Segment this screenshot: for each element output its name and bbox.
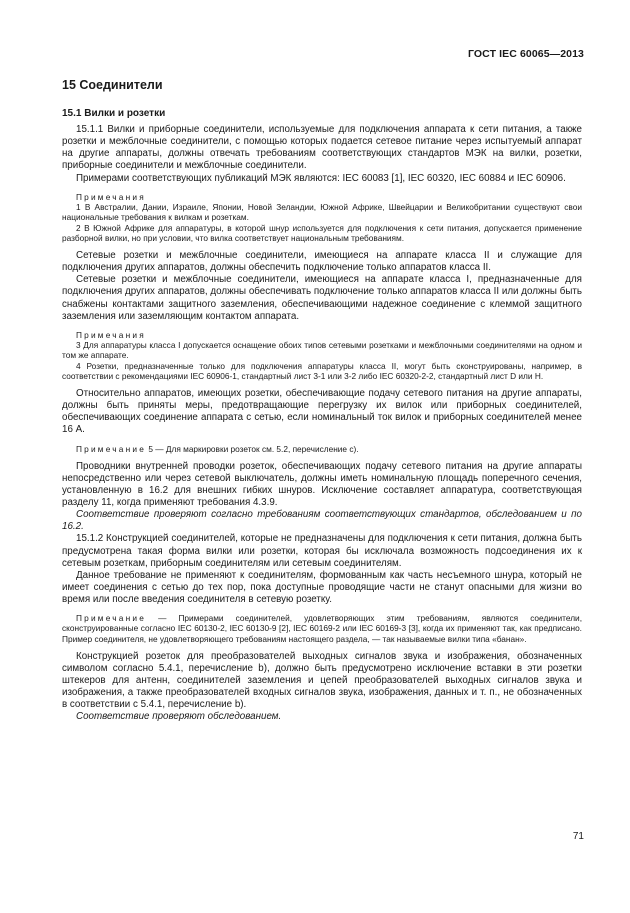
spacer	[62, 185, 582, 192]
paragraph-transducer-sockets: Конструкцией розеток для преобразователей выходных сигналов звука и изображения, обозначенных символом согласно 5.4.1, перечисление b), должно быть предусмотрено исключение вставки в эти розетки штекеров для антенн, соединителей заземления и цепей преобразователей выходных сигналов звука и изображения, а также преобразователей входных сигналов звука, изображения, данных и т. п., не обозначенных в соответствии с 5.4.1, перечисление b).	[62, 650, 582, 711]
page-number: 71	[572, 831, 584, 842]
spacer	[62, 437, 582, 444]
note-2: 2 В Южной Африке для аппаратуры, в которой шнур используется для подключения к сети питания, допускается применение разборной вилки, но при условии, что вилка соответствует национальным требованиям.	[62, 222, 582, 243]
paragraph-15-1-2: 15.1.2 Конструкцией соединителей, которые не предназначены для подключения к сети питания, должна быть предусмотрена такая форма вилки или розетки, которая бы исключала возможность подсоединения их к сетевым розеткам, приборным соединителям или сетевым соединителям.	[62, 533, 582, 569]
paragraph-internal-wiring: Проводники внутренней проводки розеток, обеспечивающих подачу сетевого питания на другие аппараты непосредственно или через сетевой выключатель, должны иметь номинальную площадь поперечного сечения, установленную в 16.2 для внешних гибких шнуров. Исключение составляет аппаратура, соответствующая разделу 11, когда применяют требования 4.3.9.	[62, 460, 582, 509]
note-5-text: 5 — Для маркировки розеток см. 5.2, перечисление с).	[146, 443, 359, 454]
paragraph-class-ii-outlets: Сетевые розетки и межблочные соединители, имеющиеся на аппарате класса II и служащие для подключения других аппаратов, должны обеспечить подключение только аппаратов класса II.	[62, 250, 582, 274]
paragraph-class-i-outlets: Сетевые розетки и межблочные соединители, имеющиеся на аппарате класса I, предназначенные для подключения других аппаратов, должны обеспечивать подключение только аппаратов класса II или должны быть снабжены контактами защитного заземления, обеспечивающими надежное соединение с клеммой защитного заземления или заземляющим контактом аппарата.	[62, 274, 582, 322]
note-5	[62, 444, 582, 454]
note-6-text: — Примерами соединителей, удовлетворяющих этим требованиям, являются соединители, сконструированные согласно IEC 60130-2, IEC 60130-9 [2], IEC 60169-2 или IEC 60169-3 [3], когда их применяют так, как предписано. Пример соединителя, не удовлетворяющего требованиям настоящего раздела, — так называемые вилки типа «банан».	[62, 612, 582, 644]
note-4: 4 Розетки, предназначенные только для подключения аппаратуры класса II, могут быть сконструированы, например, в соответствии с рекомендациями IEC 60906-1, стандартный лист 3-1 или 3-2 либо IEC 60320-2-2, стандартный лист D или H.	[62, 360, 582, 381]
document-code-header: ГОСТ IEC 60065—2013	[467, 48, 584, 60]
compliance-check-2: Соответствие проверяют обследованием.	[76, 711, 282, 723]
note-6	[62, 613, 582, 644]
note-3: 3 Для аппаратуры класса I допускается оснащение обоих типов сетевыми розетками и межблочными соединителями на одном и том же аппарате.	[62, 340, 582, 361]
note-6-label: Примечание	[76, 612, 147, 623]
note-1: 1 В Австралии, Дании, Израиле, Японии, Новой Зеландии, Южной Африке, Швейцарии и Великобритании существуют свои национальные требования к вилкам и розеткам.	[62, 201, 582, 223]
spacer	[62, 454, 582, 461]
notes-heading-2: Примечания	[76, 329, 146, 340]
paragraph-15-1-1: 15.1.1 Вилки и приборные соединители, используемые для подключения аппарата к сети питания, а также розетки и межблочные соединители, с помощью которых подается сетевое питание через испытуемый аппарат на другие аппараты, должны отвечать требованиям соответствующих стандартов МЭК на вилки, розетки, приборные соединители и межблочные соединители.	[62, 124, 582, 172]
paragraph-overload-protection: Относительно аппаратов, имеющих розетки, обеспечивающие подачу сетевого питания на другие аппараты, должны быть приняты меры, предотвращающие перегрузку их вилок или приборных соединителей, обеспечивающих соединение аппарата с сетью, если номинальный ток вилок и приборных соединителей менее 16 А.	[62, 388, 582, 436]
spacer	[62, 606, 582, 613]
spacer	[62, 381, 582, 388]
spacer	[62, 323, 582, 330]
section-title: 15 Соединители	[62, 78, 163, 92]
notes-heading-1: Примечания	[76, 191, 146, 202]
compliance-check-1: Соответствие проверяют согласно требованиям соответствующих стандартов, обследованием и по 16.2.	[62, 509, 582, 533]
spacer	[62, 644, 582, 651]
spacer	[62, 243, 582, 250]
paragraph-molded-connectors: Данное требование не применяют к соединителям, формованным как часть несъемного шнура, который не имеет соединения с сетью до тех пор, пока доступные проводящие части не станут опасными для жизни во время или после введения соединителя в сетевую розетку.	[62, 569, 582, 605]
subsection-title: 15.1 Вилки и розетки	[62, 108, 166, 120]
note-5-label: Примечание	[76, 443, 147, 454]
page-content	[62, 79, 582, 723]
paragraph-iec-examples: Примерами соответствующих публикаций МЭК являются: IEC 60083 [1], IEC 60320, IEC 60884 и IEC 60906.	[76, 172, 566, 184]
